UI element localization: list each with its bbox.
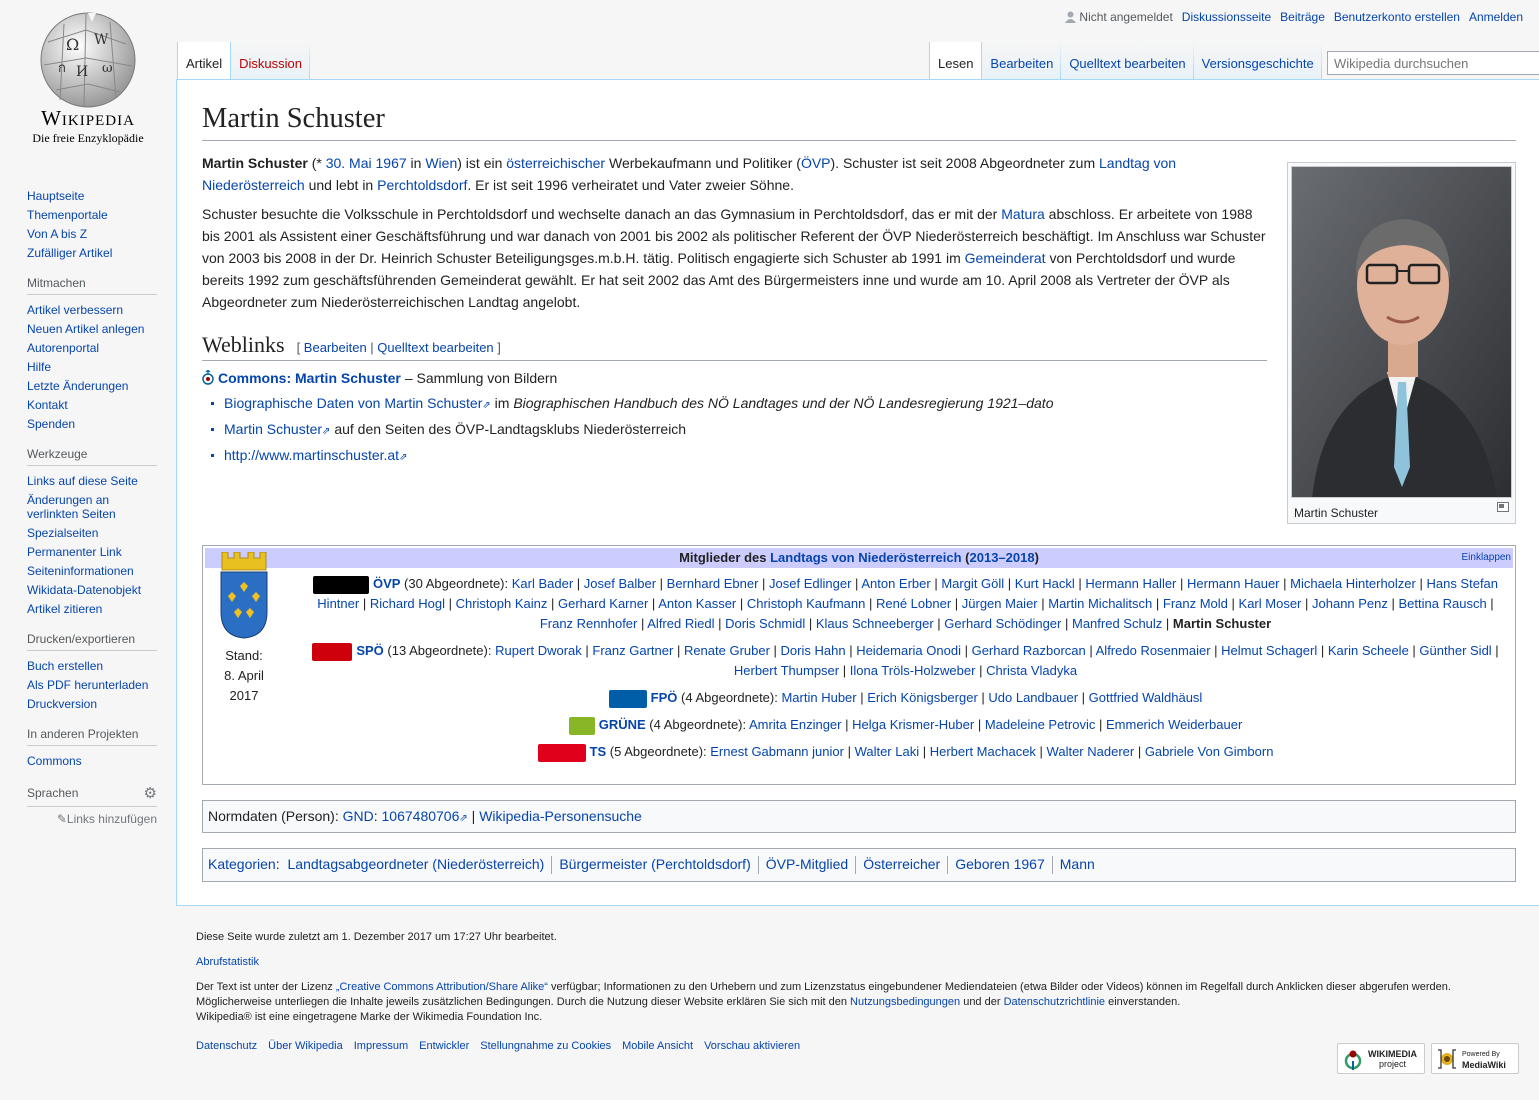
weblinks-heading	[202, 331, 1267, 361]
text: )	[1034, 550, 1039, 565]
sidebar-item[interactable]: Kontakt	[27, 397, 68, 412]
sidebar-item[interactable]: Letzte Änderungen	[27, 378, 129, 393]
sidebar-item[interactable]: Hilfe	[27, 359, 52, 374]
stand-date: 8. April 2017	[224, 668, 264, 703]
tab-article[interactable]: Artikel	[177, 42, 231, 80]
last-modified: Diese Seite wurde zuletzt am 1. Dezember 2017 um 17:27 Uhr bearbeitet.	[196, 931, 557, 943]
birthplace-link[interactable]: Wien	[425, 155, 458, 171]
create-account-link[interactable]: Benutzerkonto erstellen	[1333, 10, 1460, 24]
footer	[196, 930, 1526, 1054]
text: ). Schuster ist seit 2008 Abgeordneter zum	[830, 155, 1099, 171]
matura-link[interactable]: Matura	[1001, 206, 1045, 222]
stats-link[interactable]: Abrufstatistik	[196, 956, 259, 968]
party-count: (30 Abgeordnete):	[400, 576, 512, 591]
member-link[interactable]: Josef Edlinger	[769, 576, 852, 591]
svg-text:Ω: Ω	[66, 35, 80, 54]
article-body	[202, 152, 1516, 520]
divider	[551, 856, 552, 874]
wikipedia-logo[interactable]	[18, 10, 158, 160]
privacy-link[interactable]: Datenschutzrichtlinie	[1003, 996, 1106, 1008]
wikimedia-icon	[1342, 1048, 1364, 1070]
party-group: SPÖ (13 Abgeordnete): Rupert Dworak | Franz Gartner | Renate Gruber | Doris Hahn | Heidemaria Onodi | Gerhard Razborcan | Alfredo Rosenmaier | Helmut Schagerl | Karin Scheele | Günther Sidl | Herbert Thumpser | Ilona Tröls-Holzweber | Christa Vladyka	[303, 641, 1508, 681]
navbox-title	[205, 548, 1513, 568]
member-link[interactable]: René Lobner	[875, 596, 952, 611]
external-link-icon: ⇗	[459, 813, 468, 824]
member-link[interactable]: Doris Hahn	[780, 643, 846, 658]
text: und lebt in	[304, 177, 378, 193]
text: ) ist ein	[457, 155, 507, 171]
image-caption: Martin Schuster	[1294, 506, 1379, 520]
member-link[interactable]: Amrita Enzinger	[749, 717, 842, 732]
list-item	[208, 392, 1516, 417]
wikimedia-badge[interactable]	[1337, 1043, 1425, 1074]
user-icon	[1065, 11, 1076, 23]
navbox-landtag-link[interactable]: Landtags von Niederösterreich	[770, 550, 962, 565]
gemeinderat-link[interactable]: Gemeinderat	[964, 250, 1046, 266]
commons-link[interactable]: Commons: Martin Schuster	[218, 369, 401, 386]
mediawiki-badge-sub: Powered By	[1462, 1050, 1500, 1058]
svg-text:И: И	[76, 64, 89, 80]
member-link[interactable]: Michaela Hinterholzer	[1290, 576, 1416, 591]
text: :	[275, 856, 284, 872]
sidebar-item-hauptseite[interactable]: Hauptseite	[27, 188, 85, 203]
member-link[interactable]: Günther Sidl	[1419, 643, 1492, 658]
sidebar-item[interactable]: Als PDF herunterladen	[27, 677, 149, 692]
sidebar-item-zufall[interactable]: Zufälliger Artikel	[27, 245, 113, 260]
sidebar-item[interactable]: Spenden	[27, 416, 76, 431]
member-link[interactable]: Madeleine Petrovic	[984, 717, 1096, 732]
text: |	[467, 808, 480, 824]
text: im	[490, 394, 514, 411]
member-link[interactable]: Gabriele Von Gimborn	[1144, 744, 1274, 759]
sidebar-projekte	[27, 727, 157, 770]
sidebar-item-a-bis-z[interactable]: Von A bis Z	[27, 226, 88, 241]
member-link[interactable]: Manfred Schulz	[1071, 616, 1163, 631]
search-input[interactable]	[1327, 51, 1539, 75]
member-link[interactable]: Hans Stefan Hintner	[317, 576, 1499, 611]
talk-link[interactable]: Diskussionsseite	[1181, 10, 1272, 24]
not-logged-in	[1065, 10, 1172, 24]
mediawiki-badge-label: MediaWiki	[1462, 1059, 1506, 1070]
external-link-icon: ⇗	[322, 425, 331, 437]
member-link[interactable]: Ernest Gabmann junior	[710, 744, 844, 759]
login-link[interactable]: Anmelden	[1468, 10, 1523, 24]
party-group: ÖVP (30 Abgeordnete): Karl Bader | Josef Balber | Bernhard Ebner | Josef Edlinger | Anton Erber | Margit Göll | Kurt Hackl | Hermann Haller | Hermann Hauer | Michaela Hinterholzer | Hans Stefan Hintner | Richard Hogl | Christoph Kainz | Gerhard Karner | Anton Kasser | Christoph Kaufmann | René Lobner | Jürgen Maier | Martin Michalitsch | Franz Mold | Karl Moser | Johann Penz | Bettina Rausch | Franz Rennhofer | Alfred Riedl | Doris Schmidl | Klaus Schneeberger | Gerhard Schödinger | Manfred Schulz | Martin Schuster	[303, 574, 1508, 634]
member-link[interactable]: Helmut Schagerl	[1221, 643, 1318, 658]
sidebar-heading: Mitmachen	[27, 276, 157, 295]
commons-icon	[202, 370, 214, 386]
party-count: (5 Abgeordnete):	[606, 744, 711, 759]
sidebar-drucken	[27, 632, 157, 713]
member-link[interactable]: Walter Naderer	[1046, 744, 1135, 759]
member-link[interactable]: Walter Laki	[854, 744, 920, 759]
personal-tools	[1065, 10, 1523, 24]
text: verfügbar; Informationen zu den Urhebern und zum Lizenzstatus eingebundener Mediendateien (etwa Bilder oder Videos) können im Regelfall durch Anklicken dieser abgerufen werden.	[547, 981, 1451, 993]
member-link[interactable]: Herbert Machacek	[929, 744, 1036, 759]
sidebar-item[interactable]: Commons	[27, 753, 82, 768]
footer-places	[196, 1039, 1526, 1054]
ts-logo-icon	[538, 744, 586, 762]
member-link[interactable]: Kurt Hackl	[1014, 576, 1075, 591]
member-link[interactable]: Margit Göll	[941, 576, 1005, 591]
member-link[interactable]: Hermann Hauer	[1187, 576, 1280, 591]
sidebar-item[interactable]: Seiteninformationen	[27, 563, 134, 578]
sidebar-item[interactable]: Buch erstellen	[27, 658, 104, 673]
member-link[interactable]: Hermann Haller	[1085, 576, 1177, 591]
stand-label: Stand:	[225, 648, 263, 663]
sidebar-item[interactable]: Autorenportal	[27, 340, 100, 355]
party-group: GRÜNE (4 Abgeordnete): Amrita Enzinger | Helga Krismer-Huber | Madeleine Petrovic | Emmerich Weiderbauer	[303, 715, 1508, 735]
current-member: Martin Schuster	[1172, 616, 1272, 631]
wikimedia-badge-text	[1368, 1049, 1417, 1069]
license-text	[196, 980, 1496, 1025]
text: . Er ist seit 1996 verheiratet und Vater zweier Söhne.	[467, 177, 794, 193]
svg-text:W: W	[94, 32, 109, 48]
text: Werbekaufmann und Politiker (	[605, 155, 801, 171]
category-link[interactable]: ÖVP-Mitglied	[765, 856, 849, 872]
wikipedia-wordmark: Wikipedia	[41, 106, 135, 130]
member-link[interactable]: Jürgen Maier	[961, 596, 1038, 611]
nationality-link[interactable]: österreichischer	[506, 155, 606, 171]
footer-link[interactable]: Über Wikipedia	[268, 1040, 343, 1052]
normdaten-label: Normdaten (Person):	[208, 808, 343, 824]
member-link[interactable]: Doris Schmidl	[725, 616, 806, 631]
birthdate-link[interactable]: 30. Mai 1967	[325, 155, 407, 171]
sidebar-item-themenportale[interactable]: Themenportale	[27, 207, 108, 222]
gnd-link[interactable]: GND	[342, 808, 374, 824]
pencil-icon: ✎	[56, 812, 67, 826]
section-edit-link[interactable]: Bearbeiten	[303, 340, 367, 355]
text: in	[406, 155, 426, 171]
member-link[interactable]: Anton Erber	[861, 576, 931, 591]
landtag-link[interactable]: Landtag von Niederösterreich	[202, 155, 1177, 193]
sidebar-mitmachen	[27, 276, 157, 433]
member-link[interactable]: Karl Bader	[511, 576, 574, 591]
member-link[interactable]: Bernhard Ebner	[666, 576, 759, 591]
categories-label[interactable]: Kategorien	[208, 856, 276, 872]
member-link[interactable]: Martin Huber	[781, 690, 857, 705]
text: (	[961, 550, 970, 565]
weblinks-list	[208, 392, 1516, 469]
sidebar-item[interactable]: Änderungen an verlinkten Seiten	[27, 492, 116, 521]
namespace-tabs	[177, 42, 310, 80]
sidebar-heading: Werkzeuge	[27, 447, 157, 466]
member-link[interactable]: Ilona Tröls-Holzweber	[849, 663, 976, 678]
category-link[interactable]: Landtagsabgeordneter (Niederösterreich)	[287, 856, 545, 872]
footer-link[interactable]: Entwickler	[419, 1040, 470, 1052]
wikipedia-globe-icon	[36, 10, 140, 108]
footer-link[interactable]: Vorschau aktivieren	[704, 1040, 801, 1052]
party-count: (4 Abgeordnete):	[645, 717, 750, 732]
category-links	[202, 848, 1516, 882]
mediawiki-icon	[1436, 1048, 1458, 1070]
member-link[interactable]: Karl Moser	[1238, 596, 1302, 611]
divider	[1052, 856, 1053, 874]
tab-edit-source[interactable]: Quelltext bearbeiten	[1061, 42, 1193, 80]
list-item	[208, 418, 1516, 443]
weblinks-heading-label: Weblinks	[202, 332, 285, 357]
party-group: TS (5 Abgeordnete): Ernest Gabmann junior | Walter Laki | Herbert Machacek | Walter Naderer | Gabriele Von Gimborn	[303, 742, 1508, 762]
sidebar	[0, 180, 176, 840]
footer-link[interactable]: Impressum	[353, 1040, 409, 1052]
member-link[interactable]: Martin Michalitsch	[1048, 596, 1153, 611]
section-edit-source-link[interactable]: Quelltext bearbeiten	[377, 340, 494, 355]
member-link[interactable]: Emmerich Weiderbauer	[1105, 717, 1243, 732]
member-link[interactable]: Christa Vladyka	[986, 663, 1078, 678]
sidebar-sprachen	[27, 784, 157, 826]
member-link[interactable]: Alfredo Rosenmaier	[1095, 643, 1211, 658]
handbook-title: Biographischen Handbuch des NÖ Landtages und der NÖ Landesregierung 1921–dato	[513, 394, 1054, 411]
member-link[interactable]: Franz Gartner	[592, 643, 674, 658]
biography-link[interactable]: Biographische Daten von Martin Schuster	[224, 394, 483, 411]
tab-discussion[interactable]: Diskussion	[231, 42, 310, 80]
member-link[interactable]: Klaus Schneeberger	[815, 616, 934, 631]
mediawiki-badge-text	[1462, 1048, 1506, 1070]
page-title: Martin Schuster	[202, 100, 1516, 141]
member-link[interactable]: Franz Mold	[1162, 596, 1228, 611]
category-link[interactable]: Mann	[1059, 856, 1095, 872]
sidebar-werkzeuge	[27, 447, 157, 618]
sidebar-heading-label: Sprachen	[27, 786, 79, 800]
member-link[interactable]: Richard Hogl	[369, 596, 445, 611]
collapse-toggle[interactable]: Einklappen	[1461, 552, 1511, 563]
lower-austria-coat-of-arms	[218, 552, 270, 640]
text: einverstanden.	[1105, 996, 1181, 1008]
party-link[interactable]: GRÜNE	[598, 717, 646, 732]
tab-edit[interactable]: Bearbeiten	[982, 42, 1061, 80]
homepage-link[interactable]: http://www.martinschuster.at	[224, 446, 400, 463]
member-link[interactable]: Josef Balber	[583, 576, 657, 591]
footer-link[interactable]: Mobile Ansicht	[622, 1040, 694, 1052]
not-logged-in-label: Nicht angemeldet	[1079, 10, 1173, 24]
infobox-image	[1287, 162, 1516, 524]
member-link[interactable]: Udo Landbauer	[988, 690, 1079, 705]
sidebar-item[interactable]: Links auf diese Seite	[27, 473, 138, 488]
sidebar-item[interactable]: Neuen Artikel anlegen	[27, 321, 145, 336]
wikimedia-badge-sub: project	[1378, 1058, 1406, 1069]
member-link[interactable]: Renate Gruber	[683, 643, 770, 658]
party-link[interactable]: ÖVP	[800, 155, 831, 171]
text: abschloss. Er arbeitete von 1988 bis 2001 als Assistent einer Geschäftsführung und war danach von 2001 bis 2002 als politischer Referent der ÖVP Niederösterreich beschäftigt. Im Anschluss war Schuster von 2003 bis 2008 in der Dr. Heinrich Schuster Beteiligungsges.m.b.H. tätig. Politisch engagierte sich Schuster ab 1991 im	[202, 206, 1266, 266]
commons-desc: – Sammlung von Bildern	[404, 369, 558, 386]
party-link[interactable]: ÖVP	[372, 576, 401, 591]
member-link[interactable]: Rupert Dworak	[495, 643, 582, 658]
divider	[758, 856, 759, 874]
personensuche-link[interactable]: Wikipedia-Personensuche	[479, 808, 642, 824]
external-link-icon: ⇗	[399, 451, 408, 463]
navbox-landtag	[202, 545, 1516, 785]
wikimedia-badge-label: WIKIMEDIA	[1368, 1048, 1417, 1059]
text: und der	[960, 996, 1004, 1008]
navbox-years-link[interactable]: 2013–2018	[969, 550, 1035, 565]
navbox-title-text: Mitglieder des	[679, 550, 771, 565]
normdaten-box	[202, 800, 1516, 833]
party-link[interactable]: SPÖ	[356, 643, 384, 658]
member-link[interactable]: Gerhard Karner	[557, 596, 649, 611]
wikipedia-tagline: Die freie Enzyklopädie	[32, 131, 144, 145]
member-link[interactable]: Helga Krismer-Huber	[852, 717, 975, 732]
list-item	[208, 444, 1516, 469]
text: :	[373, 808, 382, 824]
member-link[interactable]: Franz Rennhofer	[539, 616, 638, 631]
text: Möglicherweise unterliegen die Inhalte jeweils zusätzlichen Bedingungen. Durch die Nutzung dieser Website erklären Sie sich mit den	[196, 996, 851, 1008]
text: von Perchtoldsdorf und wurde bereits 1992 zum geschäftsführenden Gemeinderat gewählt. Er hat seit 2002 das Amt des Bürgermeisters inne und wurde am 10. April 2008 als Vertreter der ÖVP als Abgeordneter zum Niederösterreichischen Landtag angelobt.	[202, 250, 1236, 310]
category-link[interactable]: Österreicher	[863, 856, 941, 872]
external-link-icon: ⇗	[482, 399, 491, 411]
gnd-id-link[interactable]: 1067480706	[381, 808, 460, 824]
member-link[interactable]: Johann Penz	[1312, 596, 1388, 611]
fpö-logo-icon	[609, 690, 647, 708]
sidebar-item[interactable]: Wikidata-Datenobjekt	[27, 582, 142, 597]
gear-icon[interactable]: ⚙	[143, 785, 157, 802]
övp-logo-icon	[313, 576, 369, 594]
sidebar-item[interactable]: Permanenter Link	[27, 544, 122, 559]
terms-link[interactable]: Nutzungsbedingungen	[850, 996, 961, 1008]
member-link[interactable]: Anton Kasser	[658, 596, 737, 611]
view-tabs	[929, 42, 1322, 80]
main-content	[176, 79, 1539, 906]
text: Schuster besuchte die Volksschule in Perchtoldsdorf und wechselte danach an das Gymnasium in Perchtoldsdorf, das er mit der	[202, 206, 1002, 222]
category-link[interactable]: Geboren 1967	[955, 856, 1045, 872]
grüne-logo-icon	[569, 717, 595, 735]
navbox-members	[303, 574, 1508, 769]
sidebar-item[interactable]: Spezialseiten	[27, 525, 99, 540]
oevp-club-link[interactable]: Martin Schuster	[224, 420, 323, 437]
sidebar-heading: In anderen Projekten	[27, 727, 157, 746]
section-edit: [ Bearbeiten | Quelltext bearbeiten ]	[296, 340, 501, 355]
trademark-text: Wikipedia® ist eine eingetragene Marke der Wikimedia Foundation Inc.	[196, 1011, 543, 1023]
category-link[interactable]: Bürgermeister (Perchtoldsdorf)	[559, 856, 751, 872]
member-link[interactable]: Karin Scheele	[1327, 643, 1409, 658]
enlarge-icon[interactable]	[1497, 502, 1509, 512]
member-link[interactable]: Christoph Kainz	[455, 596, 548, 611]
text: auf den Seiten des ÖVP-Landtagsklubs Niederösterreich	[330, 420, 687, 437]
footer-link[interactable]: Datenschutz	[196, 1040, 258, 1052]
divider	[947, 856, 948, 874]
tab-read[interactable]: Lesen	[929, 42, 982, 80]
member-link[interactable]: Bettina Rausch	[1398, 596, 1487, 611]
sidebar-item[interactable]: Artikel zitieren	[27, 601, 103, 616]
navbox-crest	[209, 552, 279, 706]
party-count: (13 Abgeordnete):	[383, 643, 496, 658]
svg-text:ω: ω	[102, 61, 113, 76]
subject-name: Martin Schuster	[202, 155, 308, 171]
contributions-link[interactable]: Beiträge	[1280, 10, 1325, 24]
divider	[855, 856, 856, 874]
party-link[interactable]: FPÖ	[650, 690, 678, 705]
member-link[interactable]: Erich Königsberger	[867, 690, 978, 705]
town-link[interactable]: Perchtoldsdorf	[377, 177, 468, 193]
member-link[interactable]: Alfred Riedl	[647, 616, 715, 631]
add-links[interactable]	[27, 812, 157, 826]
footer-link[interactable]: Stellungnahme zu Cookies	[480, 1040, 612, 1052]
spö-logo-icon	[312, 643, 352, 661]
text: Der Text ist unter der Lizenz	[196, 981, 336, 993]
svg-text:ก: ก	[58, 61, 66, 76]
member-link[interactable]: Heidemaria Onodi	[856, 643, 961, 658]
license-link[interactable]: „Creative Commons Attribution/Share Alike“	[335, 981, 548, 993]
sidebar-heading: Drucken/exportieren	[27, 632, 157, 651]
intro-paragraph	[202, 152, 1267, 196]
sidebar-item[interactable]: Artikel verbessern	[27, 302, 124, 317]
add-links-label: Links hinzufügen	[66, 812, 157, 826]
text: (*	[307, 155, 326, 171]
member-link[interactable]: Gottfried Waldhäusl	[1088, 690, 1203, 705]
member-link[interactable]: Gerhard Razborcan	[971, 643, 1086, 658]
party-link[interactable]: TS	[589, 744, 607, 759]
tab-history[interactable]: Versionsgeschichte	[1194, 42, 1322, 80]
sidebar-navigation	[27, 186, 157, 262]
party-count: (4 Abgeordnete):	[677, 690, 782, 705]
member-link[interactable]: Christoph Kaufmann	[746, 596, 866, 611]
sidebar-item[interactable]: Druckversion	[27, 696, 98, 711]
bio-paragraph	[202, 203, 1267, 313]
member-link[interactable]: Gerhard Schödinger	[944, 616, 1062, 631]
party-group: FPÖ (4 Abgeordnete): Martin Huber | Erich Königsberger | Udo Landbauer | Gottfried Waldhäusl	[303, 688, 1508, 708]
member-link[interactable]: Herbert Thumpser	[733, 663, 840, 678]
mediawiki-badge[interactable]	[1431, 1043, 1519, 1074]
sidebar-heading	[27, 784, 157, 807]
